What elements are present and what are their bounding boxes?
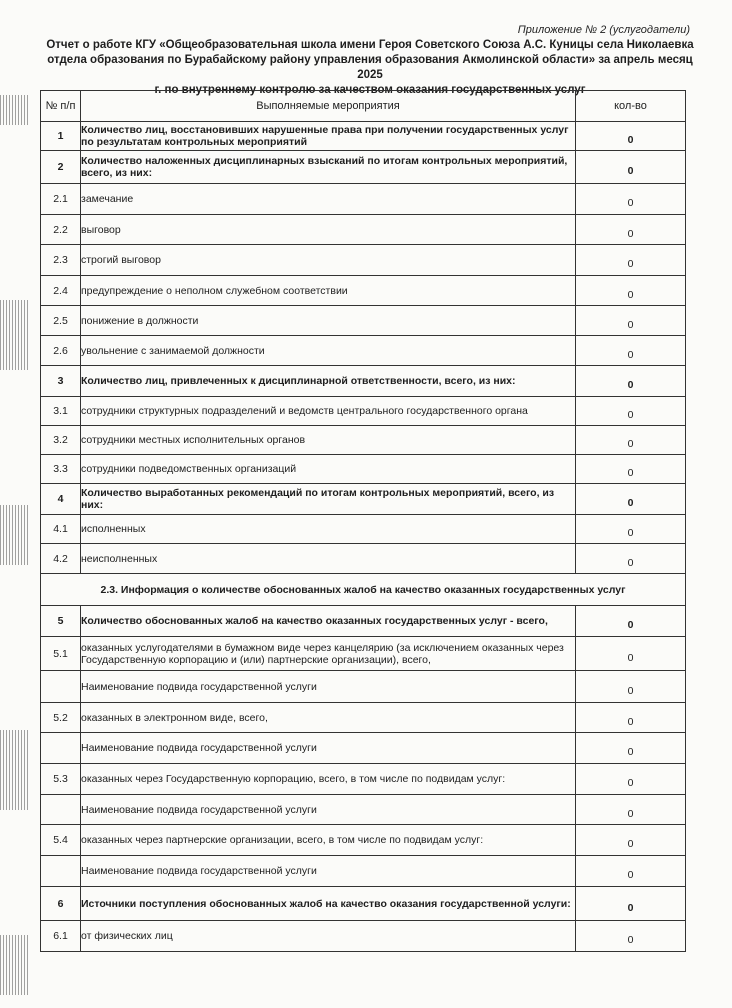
count-value: 0 [627,527,634,539]
row-count [576,397,686,426]
count-value: 0 [627,227,634,240]
row-text: Наименование подвида государственной услуги [81,733,576,764]
row-text: оказанных в электронном виде, всего, [81,703,576,733]
row-num: 6.1 [41,921,81,952]
table-row [41,151,686,184]
table-row [41,276,686,306]
row-num: 5 [41,606,81,637]
row-num: 3.3 [41,455,81,484]
row-num: 5.4 [41,825,81,856]
table-row [41,733,686,764]
count-value: 0 [627,438,634,450]
row-num: 2.1 [41,184,81,215]
count-value: 0 [627,318,634,331]
title-line-1: Отчет о работе КГУ «Общеобразовательная школа имени Героя Советского Союза А.С. Куницы села Николаевка [46,39,694,51]
row-count [576,733,686,764]
row-text: Количество обоснованных жалоб на качество оказанных государственных услуг - всего, [81,606,576,637]
count-value: 0 [627,348,634,361]
table-row [41,215,686,245]
row-text: сотрудники местных исполнительных органов [81,426,576,455]
count-value: 0 [627,379,634,391]
scan-artifact [0,505,30,565]
row-count [576,426,686,455]
row-count [576,122,686,151]
row-count [576,484,686,515]
row-text: сотрудники структурных подразделений и ведомств центрального государственного органа [81,397,576,426]
title-line-2: отдела образования по Бурабайскому району управления образования Акмолинской области» за апрель месяц 2025 [47,54,693,81]
row-num [41,733,81,764]
row-count [576,703,686,733]
row-count [576,606,686,637]
count-value: 0 [627,901,634,914]
table-row [41,122,686,151]
row-num [41,856,81,887]
row-num: 2.6 [41,336,81,366]
count-value: 0 [627,165,634,177]
table-row [41,764,686,795]
count-value: 0 [627,807,634,820]
count-value: 0 [627,934,634,946]
row-text: сотрудники подведомственных организаций [81,455,576,484]
row-text: от физических лиц [81,921,576,952]
row-count [576,921,686,952]
row-num: 2.4 [41,276,81,306]
row-count [576,671,686,703]
table-row [41,671,686,703]
count-value: 0 [627,197,634,209]
count-value: 0 [627,869,634,881]
table-row [41,455,686,484]
row-num: 6 [41,887,81,921]
table-row [41,484,686,515]
appendix-label: Приложение № 2 (услугодатели) [517,24,690,36]
row-text: Количество лиц, привлеченных к дисциплинарной ответственности, всего, из них: [81,366,576,397]
table-row [41,825,686,856]
row-text: Наименование подвида государственной услуги [81,795,576,825]
count-value: 0 [627,288,634,301]
row-text: Количество выработанных рекомендаций по итогам контрольных мероприятий, всего, из них: [81,484,576,515]
row-text: строгий выговор [81,245,576,276]
table-row [41,426,686,455]
table-row [41,184,686,215]
row-num: 1 [41,122,81,151]
row-num: 3.1 [41,397,81,426]
count-value: 0 [627,619,634,631]
row-num: 4.1 [41,515,81,544]
table-row [41,515,686,544]
scan-artifact [0,730,30,810]
report-table [40,90,686,952]
count-value: 0 [627,258,634,270]
row-count [576,215,686,245]
table-row [41,544,686,574]
table-header-row [41,91,686,122]
row-count [576,184,686,215]
row-num [41,795,81,825]
row-text: увольнение с занимаемой должности [81,336,576,366]
count-value: 0 [627,497,634,509]
table-row [41,637,686,671]
row-num: 2.2 [41,215,81,245]
row-count [576,887,686,921]
count-value: 0 [627,684,634,697]
count-value: 0 [627,746,634,758]
title-line-3: г. по внутреннему контролю за качеством оказания государственных услуг [154,84,586,96]
table-row [41,306,686,336]
section-title: 2.3. Информация о количестве обоснованных жалоб на качество оказанных государственных услуг [41,574,686,606]
row-num: 5.2 [41,703,81,733]
row-count [576,856,686,887]
row-count [576,366,686,397]
table-row [41,336,686,366]
row-count [576,764,686,795]
table-row [41,606,686,637]
table-row [41,921,686,952]
scan-artifact [0,300,30,370]
row-num: 4 [41,484,81,515]
row-text: неисполненных [81,544,576,574]
scan-artifact [0,95,30,125]
row-count [576,795,686,825]
report-title [40,38,700,98]
table-row [41,366,686,397]
scan-artifact [0,935,30,995]
row-text: выговор [81,215,576,245]
row-text: оказанных услугодателями в бумажном виде через канцелярию (за исключением оказанных через Государственную корпорацию и (или) партнерские организации), всего, [81,637,576,671]
row-text: Источники поступления обоснованных жалоб на качество оказания государственной услуги: [81,887,576,921]
row-text: исполненных [81,515,576,544]
row-num [41,671,81,703]
section-row [41,574,686,606]
row-text: Количество наложенных дисциплинарных взысканий по итогам контрольных мероприятий, всего, из них: [81,151,576,184]
count-value: 0 [627,134,634,146]
row-text: предупреждение о неполном служебном соответствии [81,276,576,306]
count-value: 0 [627,838,634,850]
table-row [41,795,686,825]
row-num: 2 [41,151,81,184]
count-value: 0 [627,556,634,569]
row-num: 4.2 [41,544,81,574]
count-value: 0 [627,651,634,664]
row-num: 3.2 [41,426,81,455]
table-row [41,887,686,921]
row-text: оказанных через партнерские организации, всего, в том числе по подвидам услуг: [81,825,576,856]
row-count [576,306,686,336]
header-count: кол-во [576,91,686,122]
row-text: Наименование подвида государственной услуги [81,671,576,703]
table-row [41,856,686,887]
row-text: понижение в должности [81,306,576,336]
count-value: 0 [627,467,634,479]
row-count [576,544,686,574]
row-num: 5.3 [41,764,81,795]
header-activity: Выполняемые мероприятия [81,91,576,122]
row-text: оказанных через Государственную корпорацию, всего, в том числе по подвидам услуг: [81,764,576,795]
table-row [41,245,686,276]
row-count [576,336,686,366]
row-num: 2.5 [41,306,81,336]
row-count [576,245,686,276]
table-row [41,397,686,426]
count-value: 0 [627,409,634,421]
table-row [41,703,686,733]
row-count [576,637,686,671]
row-text: Наименование подвида государственной услуги [81,856,576,887]
row-count [576,455,686,484]
row-num: 2.3 [41,245,81,276]
row-count [576,276,686,306]
count-value: 0 [627,777,634,789]
count-value: 0 [627,715,634,728]
row-text: Количество лиц, восстановивших нарушенные права при получении государственных услуг по результатам контрольных мероприятий [81,122,576,151]
row-text: замечание [81,184,576,215]
header-num: № п/п [41,91,81,122]
row-count [576,151,686,184]
row-count [576,825,686,856]
row-count [576,515,686,544]
row-num: 3 [41,366,81,397]
row-num: 5.1 [41,637,81,671]
